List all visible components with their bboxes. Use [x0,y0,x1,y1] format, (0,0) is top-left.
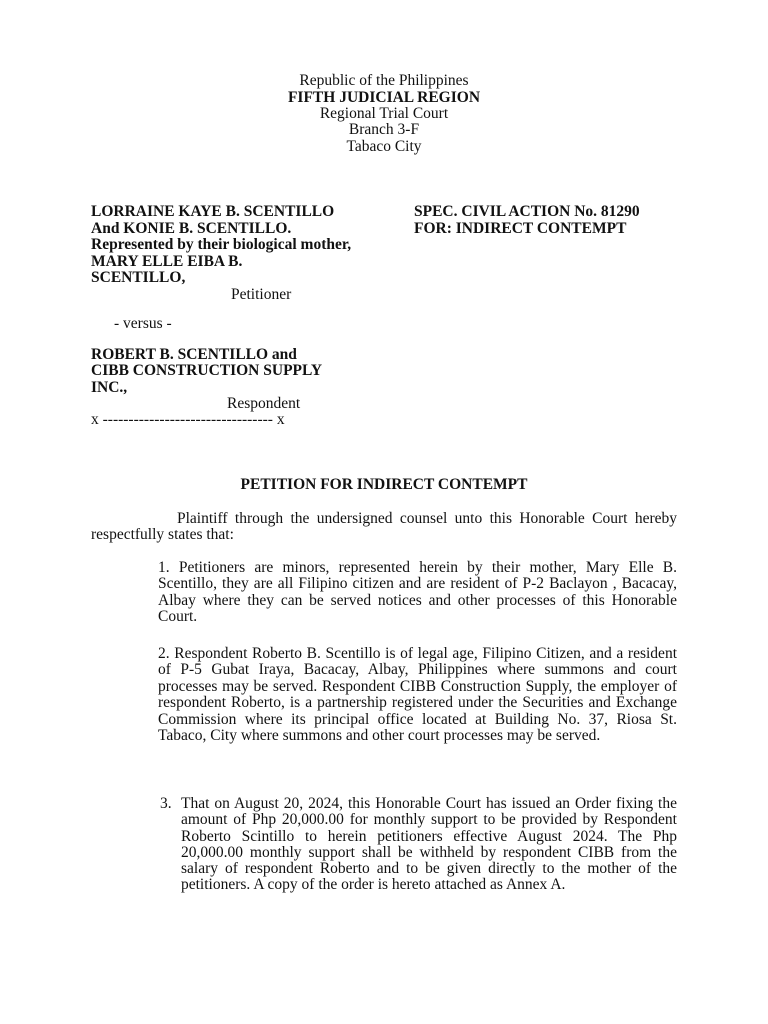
petitioner-representation: Represented by their biological mother, [91,236,352,253]
respondent-name-2: CIBB CONSTRUCTION SUPPLY [91,362,323,379]
paragraph-3: That on August 20, 2024, this Honorable Court has issued an Order fixing the amount of Php 20,000.00 for monthly support to be provided by Respondent Roberto Scintillo to herein petitioners effective August 2024. The Php 20,000.00 monthly support shall be withheld by respondent CIBB from the salary of respondent Roberto and to be given directly to the mother of the petitioners. A copy of the order is hereto attached as Annex A. [181,795,677,894]
petitioner-label: Petitioner [231,286,292,303]
petitioner-mother-name: MARY ELLE EIBA B. [91,253,243,270]
petitioner-name-1: LORRAINE KAYE B. SCENTILLO [91,203,335,220]
header-court: Regional Trial Court [319,105,449,122]
respondent-name-3: INC., [91,379,128,396]
versus-label: - versus - [114,315,172,332]
header-branch: Branch 3-F [348,121,420,138]
header-city: Tabaco City [346,138,422,155]
paragraph-1: 1. Petitioners are minors, represented herein by their mother, Mary Elle B. Scentillo, they are all Filipino citizen and are resident of P-2 Baclayon , Bacacay, Albay where they can be served notices and other processes of this Honorable Court. [158,559,677,626]
caption-separator: x --------------------------------- x [91,411,285,428]
case-nature: FOR: INDIRECT CONTEMPT [414,220,627,237]
header-region: FIFTH JUDICIAL REGION [287,89,481,106]
petition-title: PETITION FOR INDIRECT CONTEMPT [240,476,528,493]
paragraph-3-number: 3. [160,795,172,812]
header-republic: Republic of the Philippines [299,72,469,89]
respondent-label: Respondent [227,395,301,412]
paragraph-2: 2. Respondent Roberto B. Scentillo is of legal age, Filipino Citizen, and a resident of P-5 Gubat Iraya, Bacacay, Albay, Philippines where summons and court processes may be served. Respondent CIBB Construction Supply, the employer of respondent Roberto, is a partnership registered under the Securities and Exchange Commission where its principal office located at Building No. 37, Riosa St. Tabaco, City where summons and other court processes may be served. [158,645,677,745]
case-number: SPEC. CIVIL ACTION No. 81290 [414,203,640,220]
petitioner-mother-surname: SCENTILLO, [91,269,186,286]
intro-paragraph: Plaintiff through the undersigned counsel unto this Honorable Court hereby respectfully states that: [91,510,677,544]
respondent-name-1: ROBERT B. SCENTILLO and [91,346,297,363]
petitioner-name-2: And KONIE B. SCENTILLO. [91,220,292,237]
